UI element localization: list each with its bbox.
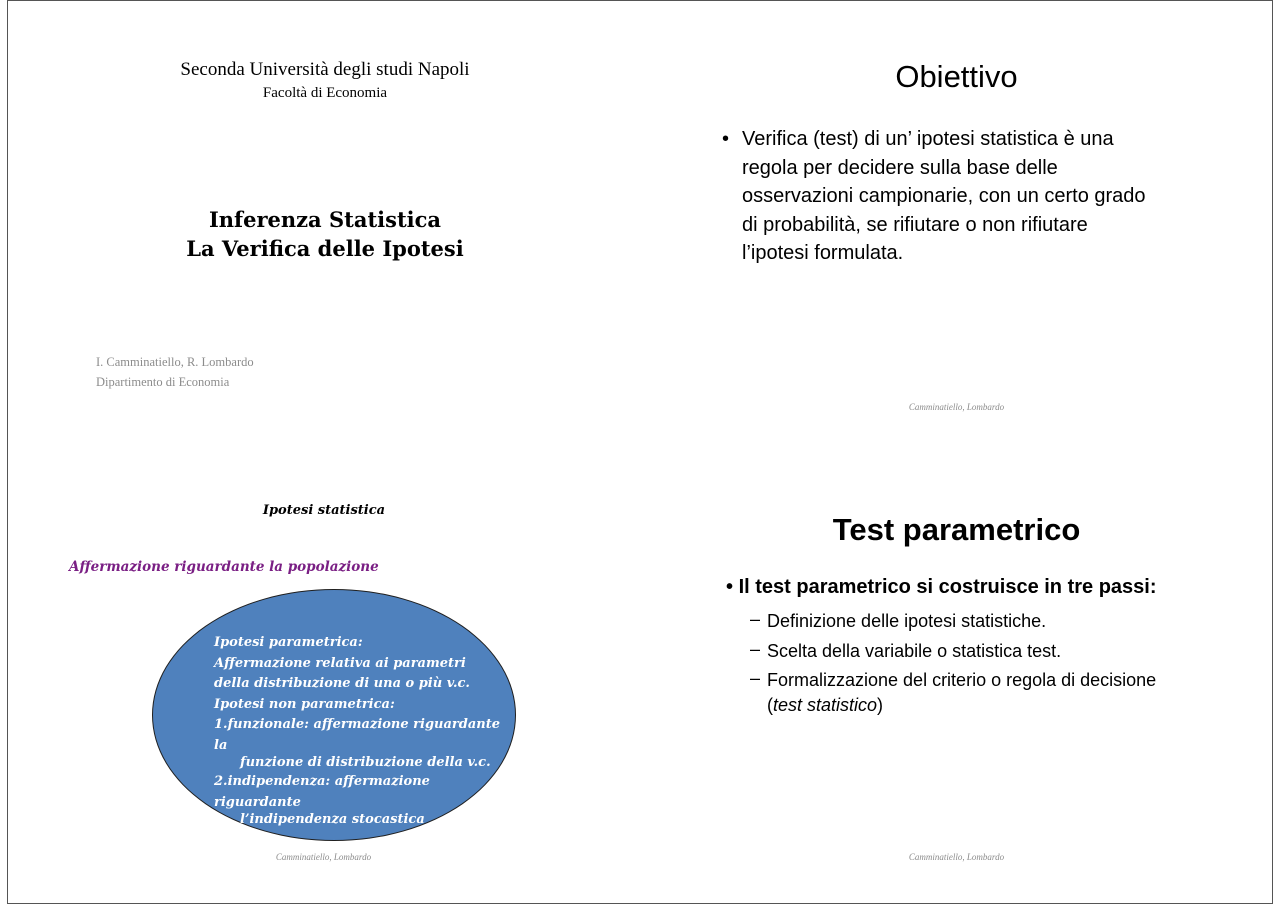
bullet-line: regola per decidere sulla base delle <box>742 156 1058 179</box>
slide-footer: Camminatiello, Lombardo <box>908 402 1005 412</box>
dash-marker: – <box>750 609 761 629</box>
bullet-dot: • <box>722 128 730 150</box>
slide-1 <box>7 0 641 452</box>
step-text: Scelta della variabile o statistica test. <box>767 641 1062 661</box>
bullet-line: l’ipotesi formulata. <box>742 242 904 264</box>
ellipse-line: 1.funzionale: affermazione riguardante la <box>214 717 501 753</box>
slide-footer: Camminatiello, Lombardo <box>908 852 1005 862</box>
ellipse-line: Ipotesi parametrica: <box>214 635 363 650</box>
slide-title-line-1: Inferenza Statistica <box>208 207 442 232</box>
dash-marker: – <box>750 668 761 688</box>
step-text: Definizione delle ipotesi statistiche. <box>767 611 1047 631</box>
bullet-dot: • <box>726 576 739 598</box>
slide-heading: Obiettivo <box>895 59 1018 94</box>
slide-title: Ipotesi statistica <box>262 503 386 518</box>
ellipse-line: 2.indipendenza: affermazione riguardante <box>214 774 430 810</box>
faculty-name: Facoltà di Economia <box>262 85 388 101</box>
step-item <box>750 609 1046 634</box>
slide-handout-sheet <box>7 0 1273 904</box>
university-name: Seconda Università degli studi Napoli <box>180 59 470 80</box>
bullet-line: Verifica (test) di un’ ipotesi statistica è una <box>742 128 1114 150</box>
slide-2 <box>640 0 1273 452</box>
slide-subtitle: Affermazione riguardante la popolazione <box>69 559 379 575</box>
bullet-text: Il test parametrico si costruisce in tre passi: <box>738 576 1157 598</box>
dash-marker: – <box>750 639 761 659</box>
bullet-line: osservazioni campionarie, con un certo grado <box>742 185 1146 207</box>
slide-footer: Camminatiello, Lombardo <box>275 852 372 862</box>
slide-title-line-2: La Verifica delle Ipotesi <box>186 236 464 261</box>
step-text: Formalizzazione del criterio o regola di decisione <box>767 670 1157 690</box>
bullet-line: di probabilità, se rifiutare o non rifiutare <box>742 213 1088 236</box>
author-block <box>96 352 254 392</box>
department: Dipartimento di Economia <box>96 375 230 389</box>
ellipse-line: Ipotesi non parametrica: <box>214 696 395 712</box>
ellipse-line-indented: funzione di distribuzione della v.c. <box>240 755 491 770</box>
slide-4 <box>640 451 1273 904</box>
bullet-item <box>722 125 1198 268</box>
ellipse-line-indented: l’indipendenza stocastica <box>240 812 425 827</box>
paren-open: ( <box>767 695 773 715</box>
step-text-continuation <box>767 693 1156 718</box>
step-item <box>750 639 1061 664</box>
slide-heading: Test parametrico <box>832 512 1081 547</box>
authors: I. Camminatiello, R. Lombardo <box>96 355 254 369</box>
paren-close: ) <box>877 695 884 715</box>
step-item <box>750 668 1156 718</box>
italic-term: test statistico <box>773 695 878 715</box>
bullet-text <box>742 125 1198 268</box>
ellipse-text <box>214 633 514 829</box>
ellipse-line: della distribuzione di una o più v.c. <box>214 676 470 691</box>
ellipse-line: Affermazione relativa ai parametri <box>214 655 466 671</box>
bullet-item <box>726 576 1157 599</box>
